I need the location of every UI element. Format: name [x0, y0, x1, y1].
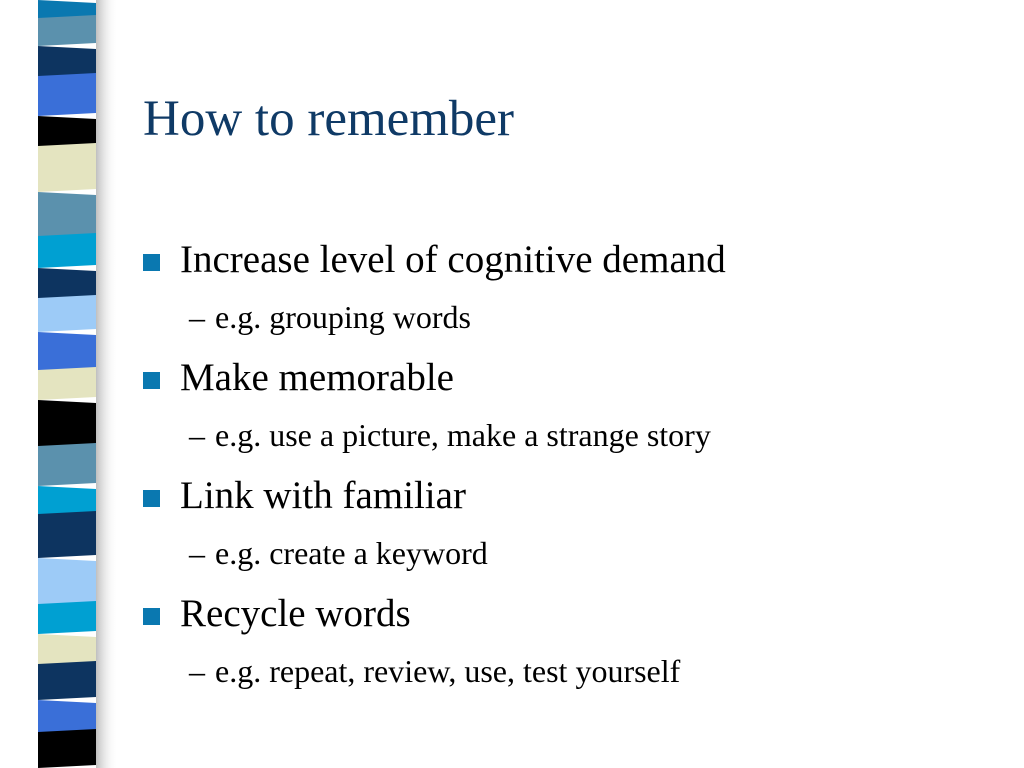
sub-bullet-text: e.g. grouping words: [215, 298, 471, 335]
sub-bullet-text: e.g. repeat, review, use, test yourself: [215, 652, 681, 689]
stripe-segment: [38, 143, 96, 192]
stripe-segment: [38, 15, 96, 46]
square-bullet-icon: [143, 490, 160, 507]
square-bullet-icon: [143, 608, 160, 625]
sub-bullet-item: [143, 522, 1003, 584]
bullet-group-1: [143, 230, 1003, 348]
stripe-shadow: [96, 0, 118, 768]
stripe-segment: [38, 558, 96, 607]
stripe-segment: [38, 661, 96, 700]
stripe-segment: [38, 400, 96, 449]
stripe-segment: [38, 443, 96, 486]
bullet-item: [143, 466, 1003, 526]
stripe-segment: [38, 601, 96, 634]
stripe-segment: [38, 332, 96, 373]
bullet-text: Link with familiar: [180, 474, 466, 517]
square-bullet-icon: [143, 254, 160, 271]
stripe-segment: [38, 367, 96, 400]
stripe-segment: [38, 192, 96, 239]
stripe-segment: [38, 511, 96, 558]
sub-bullet-item: [143, 404, 1003, 466]
sub-bullet-item: [143, 286, 1003, 348]
bullet-text: Recycle words: [180, 592, 411, 635]
stripe-segment: [38, 295, 96, 332]
sub-bullet-text: e.g. use a picture, make a strange story: [215, 416, 711, 453]
decorative-stripe-bar: [0, 0, 118, 768]
bullet-group-2: [143, 348, 1003, 466]
bullet-group-3: [143, 466, 1003, 584]
stripe-segment: [38, 729, 96, 768]
square-bullet-icon: [143, 372, 160, 389]
slide-title: How to remember: [143, 91, 515, 147]
dash-icon: –: [189, 534, 205, 571]
sub-bullet-text: e.g. create a keyword: [215, 534, 488, 571]
sub-bullet-item: [143, 640, 1003, 702]
bullet-item: [143, 348, 1003, 408]
bullet-list: [143, 230, 1003, 702]
stripe-segment: [38, 73, 96, 116]
bullet-text: Make memorable: [180, 356, 454, 399]
bullet-group-4: [143, 584, 1003, 702]
bullet-item: [143, 584, 1003, 644]
stripe-bar-graphic: [0, 0, 118, 768]
dash-icon: –: [189, 298, 205, 335]
bullet-text: Increase level of cognitive demand: [180, 238, 726, 281]
dash-icon: –: [189, 416, 205, 453]
stripe-segment: [38, 233, 96, 268]
dash-icon: –: [189, 652, 205, 689]
stripe-group: [38, 0, 96, 768]
bullet-item: [143, 230, 1003, 290]
